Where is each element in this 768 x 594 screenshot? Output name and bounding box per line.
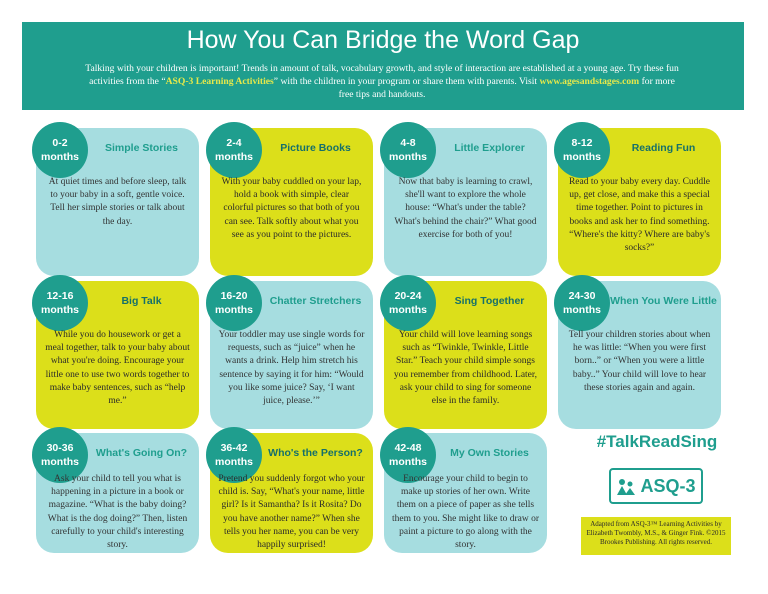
age-badge: [206, 275, 262, 331]
intro-part-1: Talking with your children is important! Trends in amount of talk, vocabulary growth, and style of interaction are established at a young age. Try these fun activities from the: [85, 63, 679, 87]
card-title: My Own Stories: [450, 446, 529, 459]
intro-part-3: for more free tips and handouts.: [338, 76, 675, 100]
credit-box: Adapted from ASQ-3™ Learning Activities by Elizabeth Twombly, M.S., & Ginger Fink. ©2015 Brookes Publishing. All rights reserved.: [581, 517, 731, 555]
age-range: 24-30: [568, 290, 596, 302]
activity-card: [36, 433, 199, 553]
age-unit: months: [389, 151, 427, 163]
age-range: 4-8: [400, 137, 416, 149]
card-text: Read to your baby every day. Cuddle up, get close, and make this a special time together. Point to pictures in books and ask her to find something. “Where's the kitty? Where are baby's socks?”: [568, 177, 711, 254]
card-title: Chatter Stretchers: [269, 294, 362, 307]
card-title: Who's the Person?: [268, 446, 363, 459]
age-unit: months: [563, 151, 601, 163]
card-text: With your baby cuddled on your lap, hold a book with simple, clear colorful pictures so that both of you can see. Talk softly about what you see as you point to the pictures.: [221, 177, 362, 240]
age-unit: months: [41, 456, 79, 468]
asq3-logo: [609, 468, 703, 504]
age-unit: months: [563, 304, 601, 316]
logo-text: ASQ-3: [640, 475, 696, 496]
page-title: How You Can Bridge the Word Gap: [186, 26, 580, 54]
activity-card: [36, 128, 199, 276]
intro-text: Talking with your children is important! Trends in amount of talk, vocabulary growth, and style of interaction are established at a young age. Try these fun activities from the “ASQ-3 Learning Activities” with the children in your program or share them with parents. Visit www.agesandstages.com for more free tips and handouts.: [85, 63, 679, 100]
card-text: Your toddler may use single words for requests, such as “juice” when he wants a drink. Help him stretch his sentence by saying it for him: “Would you like some juice? Say, ‘I want juice, please.’”: [218, 330, 365, 407]
hashtag: #TalkReadSing: [596, 432, 718, 451]
age-badge: [32, 122, 88, 178]
age-range: 12-16: [46, 290, 74, 302]
age-badge: [380, 122, 436, 178]
card-title: Simple Stories: [105, 141, 178, 154]
card-title: When You Were Little: [610, 294, 717, 307]
card-text: Encourage your child to begin to make up stories of her own. Write them on a piece of paper as she tells them to you. She might like to draw or paint a picture to go along with the story.: [392, 474, 539, 551]
age-badge: [554, 275, 610, 331]
age-range: 36-42: [220, 442, 248, 454]
age-range: 42-48: [394, 442, 422, 454]
age-unit: months: [389, 304, 427, 316]
age-unit: months: [215, 151, 253, 163]
intro-link[interactable]: www.agesandstages.com: [539, 76, 640, 87]
activity-card: [384, 433, 547, 553]
age-unit: months: [41, 304, 79, 316]
age-range: 0-2: [52, 137, 68, 149]
card-title: Little Explorer: [454, 141, 525, 154]
card-title: Picture Books: [280, 141, 351, 154]
card-text: Tell your children stories about when he was little: “When you were first born..” or “When you were a little baby..” Your child will love to hear these stories again and again.: [568, 330, 711, 393]
card-text: Pretend you suddenly forgot who your child is. Say, “What's your name, little girl? Is it Samantha? Is it Rosita? Do you have another name?” When she tells you her name, you can be very happily surprised!: [218, 474, 365, 551]
age-badge: [554, 122, 610, 178]
age-badge: [380, 275, 436, 331]
card-text: While you do housework or get a meal together, talk to your baby about what you're doing. Encourage your little one to use two words together to make baby sentences, such as “help me.”: [45, 330, 190, 407]
intro-highlight: ASQ-3 Learning Activities: [165, 76, 274, 87]
activity-card: [558, 128, 721, 276]
activity-card: [210, 433, 373, 553]
age-range: 20-24: [394, 290, 422, 302]
age-range: 2-4: [226, 137, 242, 149]
card-text: Your child will love learning songs such as “Twinkle, Twinkle, Little Star.” Teach your child simple songs you remember from childhood. Later, ask your child to sing for someone else in the family.: [393, 330, 538, 407]
family-icon: [616, 476, 636, 496]
intro-part-2: with the children in your program or share them with parents. Visit: [280, 76, 538, 87]
age-unit: months: [215, 456, 253, 468]
activity-card: [210, 281, 373, 429]
activity-card: [210, 128, 373, 276]
header-banner: [22, 22, 744, 110]
age-unit: months: [41, 151, 79, 163]
age-range: 30-36: [46, 442, 74, 454]
card-title: Big Talk: [121, 294, 162, 307]
card-title: Sing Together: [454, 294, 525, 307]
activity-card: [384, 281, 547, 429]
card-text: Ask your child to tell you what is happening in a picture in a book or magazine. “What is the baby doing? What is the dog doing?” Then, listen carefully to your child's interesting story.: [47, 474, 188, 551]
age-unit: months: [389, 456, 427, 468]
card-title: Reading Fun: [631, 141, 696, 154]
age-range: 8-12: [571, 137, 593, 149]
activity-card: [36, 281, 199, 429]
age-unit: months: [215, 304, 253, 316]
age-badge: [206, 122, 262, 178]
card-text: At quiet times and before sleep, talk to your baby in a soft, gentle voice. Tell her simple stories or talk about the day.: [48, 177, 187, 227]
activity-card: [384, 128, 547, 276]
card-title: What's Going On?: [95, 446, 188, 459]
activity-card: [558, 281, 721, 429]
age-range: 16-20: [220, 290, 248, 302]
card-text: Now that baby is learning to crawl, she'll want to explore the whole house: “What's under the table? What's behind the chair?” What good exercise for both of you!: [394, 177, 537, 240]
age-badge: [32, 275, 88, 331]
